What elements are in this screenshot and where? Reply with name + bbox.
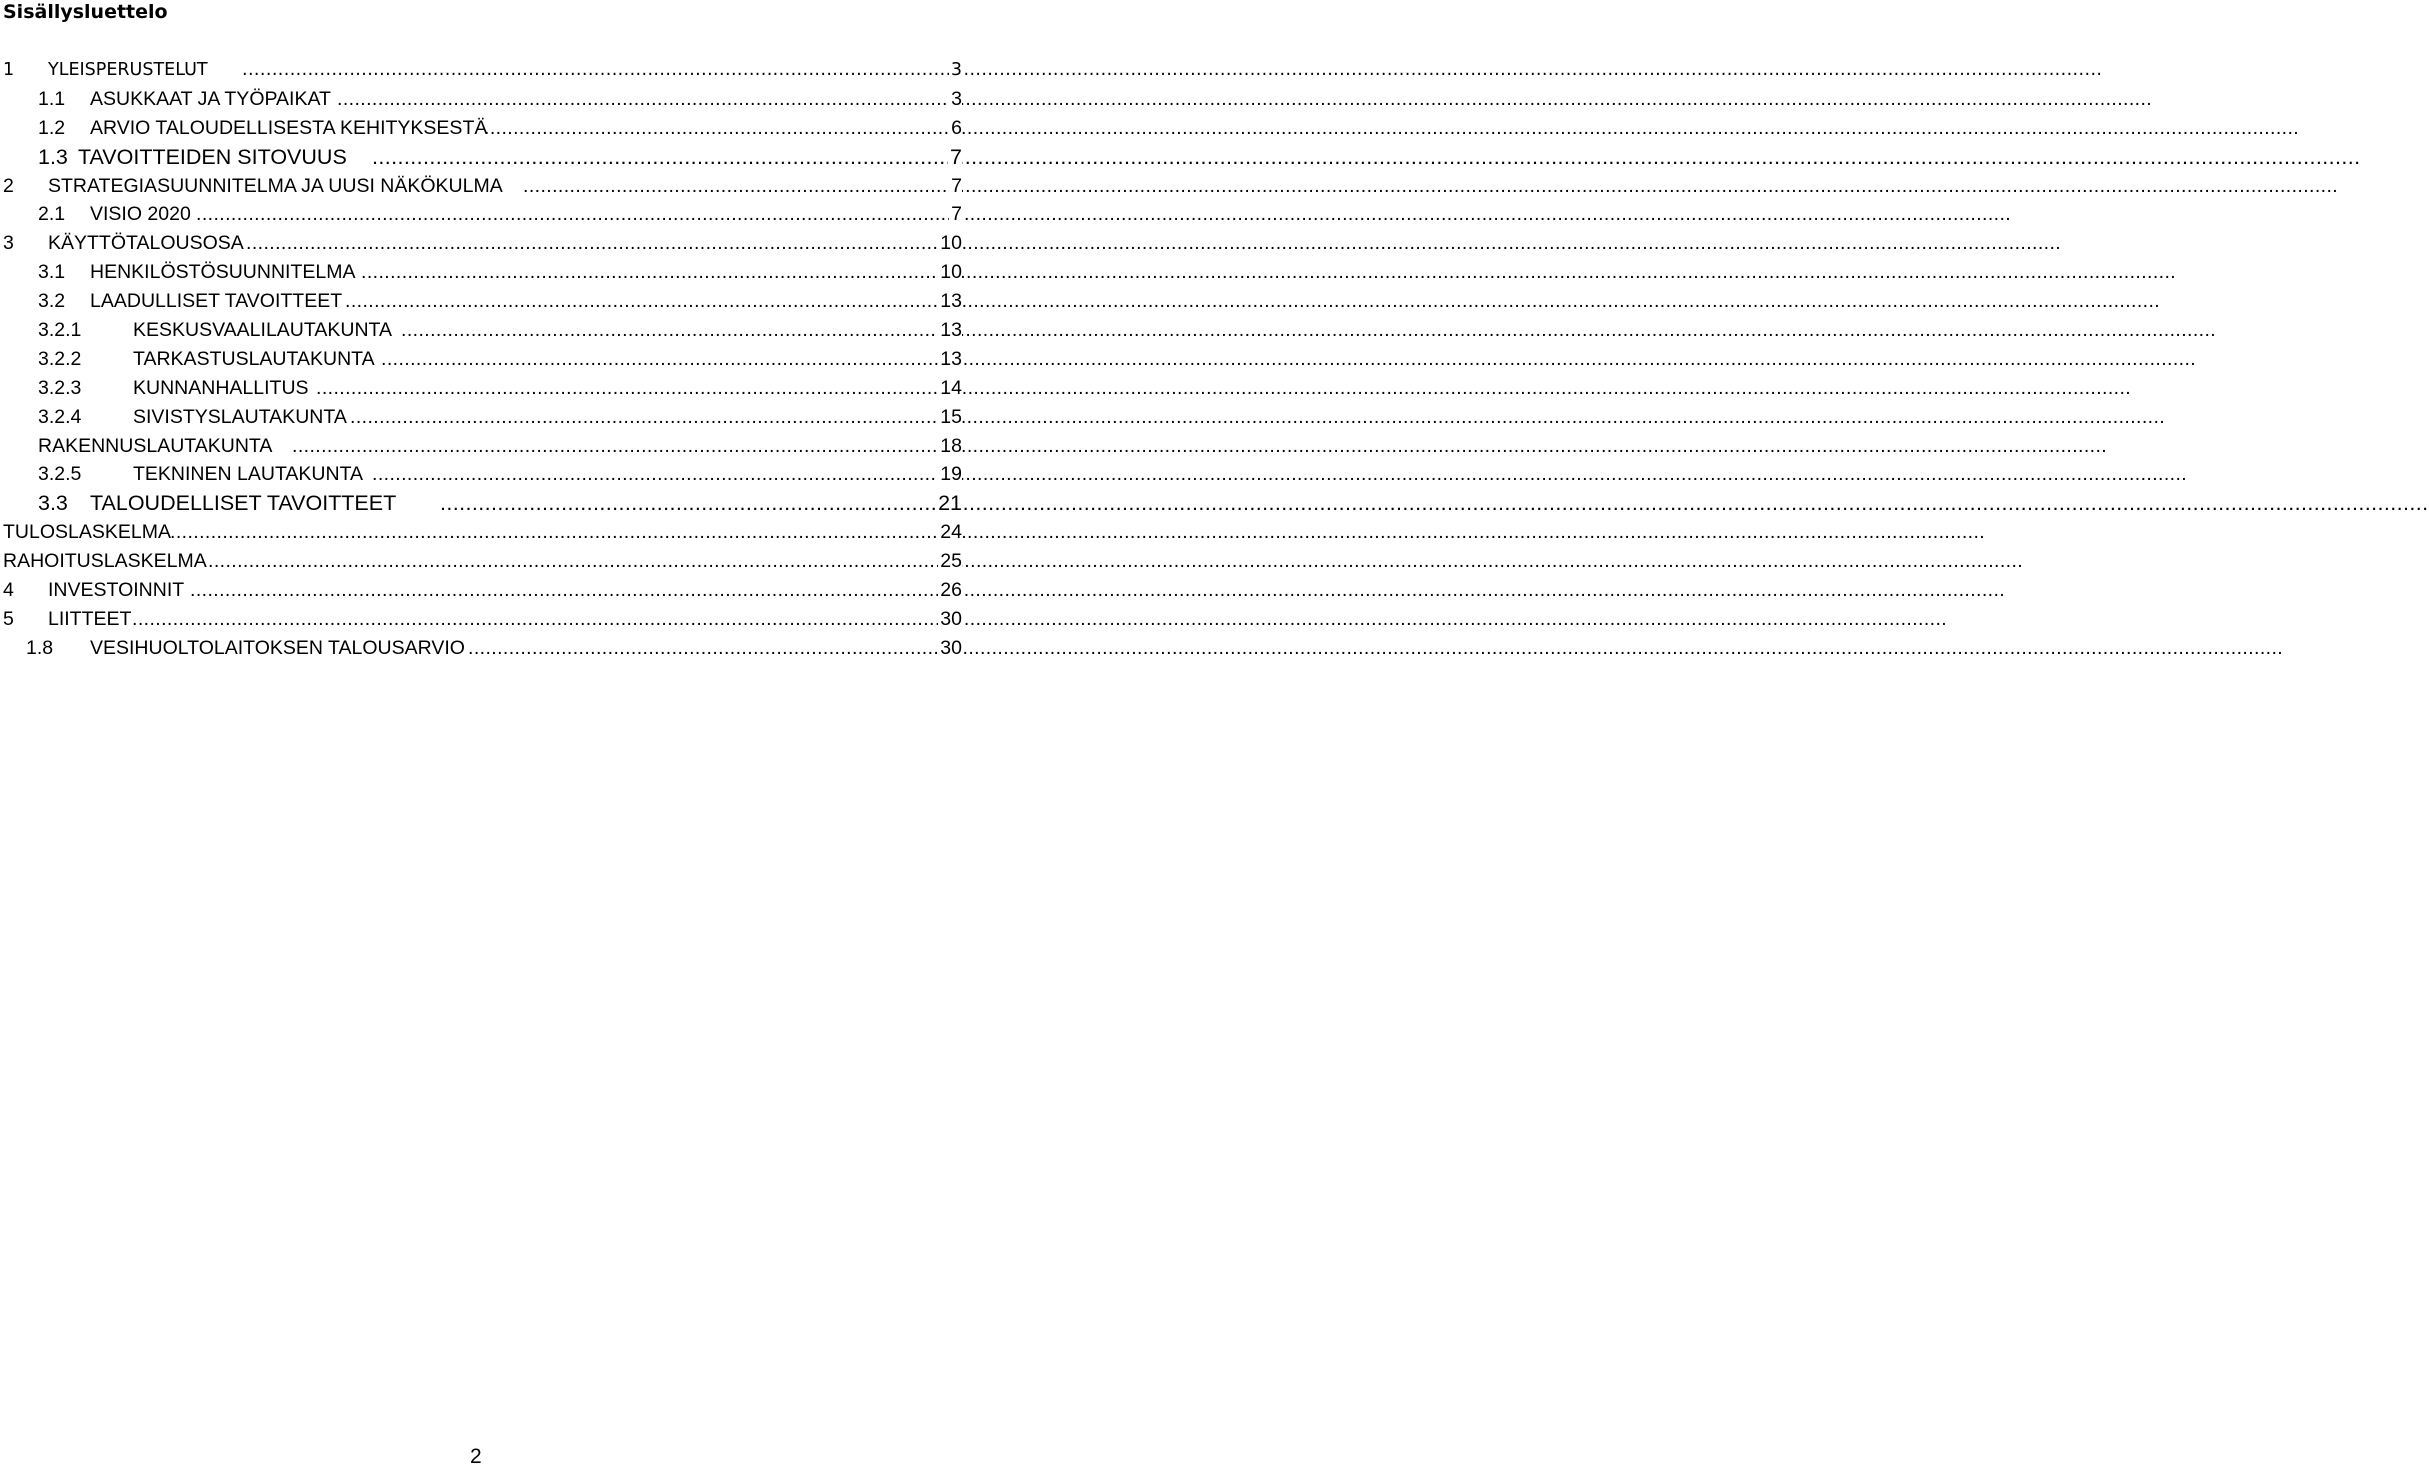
toc-entry-page: 3 [949, 85, 962, 114]
toc-entry-title: TALOUDELLISET TAVOITTEET [90, 491, 397, 516]
toc-dot-leader [190, 576, 936, 605]
toc-entry[interactable] [0, 316, 962, 345]
toc-heading: Sisällysluettelo [3, 1, 168, 23]
toc-entry-page: 19 [938, 460, 962, 489]
toc-dot-leader [316, 374, 936, 403]
toc-dot-leader [372, 460, 936, 489]
toc-entry-page: 24 [938, 518, 962, 547]
toc-entry-title: KÄYTTÖTALOUSOSA [48, 232, 244, 255]
toc-dot-leader [361, 258, 936, 287]
toc-entry-title: VISIO 2020 [90, 203, 191, 226]
toc-entry-number: 3.3 [38, 491, 68, 516]
toc-entry-number: 3.2.3 [38, 376, 82, 399]
toc-entry-number: 1.3 [38, 144, 68, 169]
toc-entry[interactable] [0, 229, 962, 258]
toc-entry-page: 30 [938, 634, 962, 663]
toc-entry-number: 3.2.5 [38, 463, 82, 486]
toc-entry-title: ARVIO TALOUDELLISESTA KEHITYKSESTÄ [90, 116, 488, 139]
toc-entry-page: 7 [949, 200, 962, 229]
toc-dot-leader [246, 229, 936, 258]
toc-entry-number: 4 [3, 578, 14, 601]
toc-entry[interactable] [0, 460, 962, 489]
toc-entry-number: 3.2.2 [38, 347, 82, 370]
toc-entry[interactable] [0, 258, 962, 287]
toc-entry[interactable] [0, 432, 962, 461]
toc-entry-page: 21 [936, 489, 962, 518]
toc-entry[interactable] [0, 114, 962, 143]
toc-dot-leader [242, 56, 948, 85]
toc-entry-page: 13 [938, 316, 962, 345]
toc-entry-page: 26 [938, 576, 962, 605]
toc-entry-title: ASUKKAAT JA TYÖPAIKAT [90, 87, 331, 110]
toc-entry[interactable] [0, 547, 962, 576]
toc-entry-title: LAADULLISET TAVOITTEET [90, 290, 343, 313]
toc-entry-title: RAKENNUSLAUTAKUNTA [38, 434, 273, 457]
toc-entry[interactable] [0, 518, 962, 547]
toc-entry-title: RAHOITUSLASKELMA [3, 550, 207, 573]
toc-entry-number: 3.2.4 [38, 405, 82, 428]
toc-entry-number: 1 [3, 60, 15, 81]
toc-dot-leader [208, 547, 936, 576]
toc-entry-number: 5 [3, 607, 14, 630]
toc-entry-title: TAVOITTEIDEN SITOVUUS [78, 144, 347, 169]
page-number: 2 [470, 1445, 482, 1468]
toc-entry[interactable] [0, 605, 962, 634]
toc-entry-page: 10 [938, 229, 962, 258]
toc-entry-page: 6 [949, 114, 962, 143]
toc-entry[interactable] [0, 634, 962, 663]
toc-entry-title: LIITTEET [48, 607, 132, 630]
toc-entry-number: 3 [3, 232, 14, 255]
toc-entry-page: 7 [948, 143, 962, 172]
toc-entry-number: 1.8 [26, 636, 54, 659]
toc-entry-number: 3.2 [38, 290, 66, 313]
toc-entry[interactable] [0, 287, 962, 316]
toc-entry-title: TULOSLASKELMA [3, 521, 171, 544]
toc-entry-number: 3.2.1 [38, 318, 82, 341]
toc-entry-number: 2 [3, 174, 14, 197]
toc-entry-page: 25 [938, 547, 962, 576]
table-of-contents [0, 56, 962, 663]
toc-entry-title: KUNNANHALLITUS [133, 376, 309, 399]
toc-entry-page: 15 [938, 403, 962, 432]
toc-entry-number: 1.1 [38, 87, 66, 110]
toc-entry-title: HENKILÖSTÖSUUNNITELMA [90, 261, 356, 284]
toc-dot-leader [440, 489, 934, 518]
toc-entry[interactable] [0, 489, 962, 518]
toc-dot-leader [292, 432, 936, 461]
toc-entry-number: 1.2 [38, 116, 66, 139]
toc-entry-title: TEKNINEN LAUTAKUNTA [133, 463, 364, 486]
toc-dot-leader [132, 605, 936, 634]
toc-entry[interactable] [0, 172, 962, 201]
toc-entry-title: STRATEGIASUUNNITELMA JA UUSI NÄKÖKULMA [48, 174, 503, 197]
toc-entry-page: 13 [938, 345, 962, 374]
toc-entry-page: 3 [949, 56, 962, 85]
toc-dot-leader [468, 634, 932, 663]
toc-entry-page: 10 [938, 258, 962, 287]
toc-entry-title: VESIHUOLTOLAITOKSEN TALOUSARVIO [90, 636, 465, 659]
toc-entry[interactable] [0, 200, 962, 229]
toc-entry[interactable] [0, 403, 962, 432]
toc-dot-leader [170, 518, 936, 547]
toc-entry-page: 30 [938, 605, 962, 634]
toc-entry[interactable] [0, 576, 962, 605]
toc-entry-page: 18 [938, 432, 962, 461]
toc-entry-page: 7 [949, 172, 962, 201]
toc-entry-title: KESKUSVAALILAUTAKUNTA [133, 318, 392, 341]
toc-entry[interactable] [0, 345, 962, 374]
toc-dot-leader [345, 287, 936, 316]
toc-entry-title: TARKASTUSLAUTAKUNTA [133, 347, 375, 370]
toc-entry[interactable] [0, 85, 962, 114]
toc-dot-leader [381, 345, 936, 374]
toc-entry-page: 14 [938, 374, 962, 403]
toc-dot-leader [401, 316, 936, 345]
toc-entry-title: INVESTOINNIT [48, 578, 185, 601]
toc-entry-number: 3.1 [38, 261, 66, 284]
toc-dot-leader [484, 114, 946, 143]
toc-entry-number: 2.1 [38, 203, 66, 226]
toc-dot-leader [372, 143, 946, 172]
toc-dot-leader [196, 200, 946, 229]
toc-entry-title: YLEISPERUSTELUT [48, 60, 208, 81]
toc-dot-leader [337, 85, 946, 114]
toc-dot-leader [350, 403, 936, 432]
toc-dot-leader [523, 172, 946, 201]
toc-entry[interactable] [0, 143, 962, 172]
toc-entry[interactable] [0, 374, 962, 403]
toc-entry-title: SIVISTYSLAUTAKUNTA [133, 405, 347, 428]
toc-entry[interactable] [0, 56, 962, 85]
toc-entry-page: 13 [938, 287, 962, 316]
